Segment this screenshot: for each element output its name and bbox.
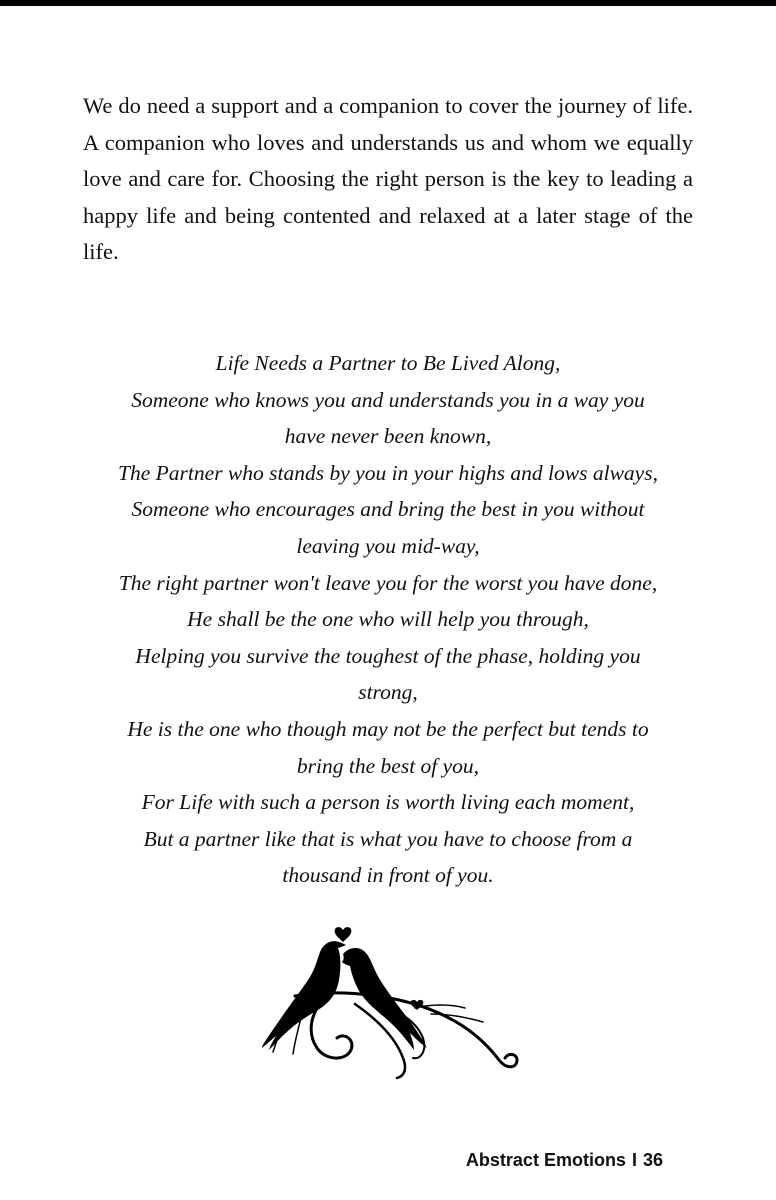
poem-line: He is the one who though may not be the perfect but tends to — [127, 716, 649, 741]
footer-separator: I — [631, 1150, 637, 1170]
poem — [70, 345, 706, 894]
poem-line: have never been known, — [284, 424, 492, 449]
book-title: Abstract Emotions — [465, 1150, 626, 1170]
intro-paragraph: We do need a support and a companion to cover the journey of life. A companion who loves and understands us and whom we equally love and care for. Choosing the right person is the key to leading a happy life and being contented and relaxed at a later stage of the life. — [83, 93, 693, 265]
right-bird-icon — [342, 948, 427, 1050]
poem-line: thousand in front of you. — [282, 863, 494, 888]
poem-line: Someone who encourages and bring the best in you without — [131, 497, 645, 522]
poem-line: But a partner like that is what you have to choose from a — [143, 826, 633, 851]
poem-line: bring the best of you, — [296, 753, 480, 778]
poem-line: Life Needs a Partner to Be Lived Along, — [215, 351, 561, 375]
heart-icon — [335, 927, 352, 942]
swirl-icon — [311, 998, 352, 1058]
page-number: 36 — [642, 1150, 663, 1170]
poem-line: leaving you mid-way, — [296, 533, 480, 558]
poem-line: strong, — [358, 680, 418, 705]
poem-line: For Life with such a person is worth living each moment, — [141, 790, 635, 815]
page-footer — [466, 1148, 663, 1172]
top-border-rule — [0, 0, 776, 6]
poem-line: He shall be the one who will help you through, — [187, 607, 589, 632]
poem-line: The Partner who stands by you in your highs and lows always, — [118, 460, 658, 485]
lovebirds-illustration-icon — [255, 918, 525, 1088]
poem-line: Someone who knows you and understands you in a way you — [131, 387, 645, 412]
poem-line: The right partner won't leave you for the worst you have done, — [118, 570, 658, 595]
poem-line: Helping you survive the toughest of the phase, holding you — [135, 643, 641, 668]
